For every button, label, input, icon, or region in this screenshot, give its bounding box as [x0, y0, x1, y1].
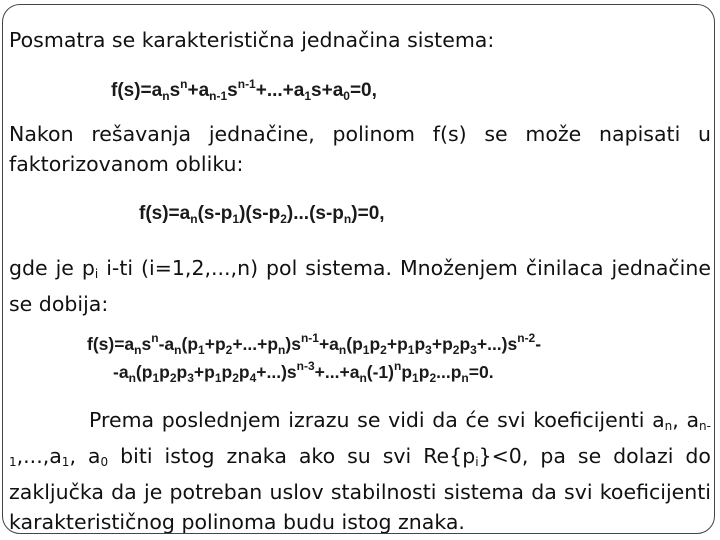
- eq-subscript: 1: [407, 343, 415, 357]
- eq-subscript: 3: [187, 371, 194, 385]
- eq-subscript: 2: [452, 343, 460, 357]
- eq-subscript: 1: [304, 89, 312, 103]
- eq-text: p: [459, 334, 471, 354]
- eq-text: p: [221, 362, 233, 382]
- conclusion-paragraph: [9, 405, 711, 534]
- eq-subscript: 1: [214, 371, 222, 385]
- factored-equation: [139, 203, 385, 226]
- eq-subscript: n: [162, 89, 170, 103]
- eq-text: +a: [187, 80, 210, 101]
- eq-subscript: n: [359, 371, 367, 385]
- eq-subscript: 3: [425, 343, 432, 357]
- eq-text: =0.: [468, 362, 494, 382]
- eq-subscript: 2: [232, 371, 239, 385]
- eq-text: p: [401, 362, 413, 382]
- eq-text: -: [535, 334, 542, 354]
- eq-text: )...(s-p: [286, 203, 344, 224]
- eq-subscript: 2: [380, 343, 387, 357]
- text-run: }<0, pa se dolazi do zaključka da je potreban uslov stabilnosti sistema da svi koeficijenti karakterističnog polinoma budu istog znaka.: [9, 444, 711, 534]
- eq-text: +...+p: [232, 334, 279, 354]
- factorization-paragraph: Nakon rešavanja jednačine, polinom f(s) se može napisati u faktorizovanom obliku:: [9, 122, 711, 176]
- eq-text: s: [141, 334, 152, 354]
- eq-superscript: n-2: [517, 331, 536, 345]
- intro-paragraph: Posmatra se karakteristična jednačina sistema:: [9, 28, 495, 52]
- eq-text: f(s)=a: [87, 334, 135, 354]
- slide-page: [2, 4, 715, 534]
- characteristic-equation: [111, 77, 377, 103]
- eq-text: p: [159, 362, 170, 382]
- eq-subscript: n: [174, 343, 182, 357]
- eq-text: -a: [158, 334, 175, 354]
- eq-subscript: 1: [198, 343, 205, 357]
- eq-subscript: 1: [232, 212, 240, 226]
- eq-superscript: n-1: [300, 331, 319, 345]
- eq-superscript: n-3: [296, 359, 315, 373]
- eq-text: (s-p: [197, 203, 233, 224]
- text-subscript: 0: [100, 455, 109, 469]
- poles-paragraph: [9, 253, 711, 319]
- eq-subscript: n: [278, 343, 286, 357]
- eq-text: f(s)=a: [139, 203, 191, 224]
- text-run: i-ti (i=1,2,...,n) pol sistema. Množenjem činilaca jednačine se dobija:: [9, 256, 711, 316]
- text-run: Prema poslednjem izrazu se vidi da će svi koeficijenti a: [89, 408, 665, 432]
- eq-subscript: n-1: [209, 89, 228, 103]
- eq-text: -a: [113, 362, 129, 382]
- eq-text: (p: [181, 334, 199, 354]
- eq-subscript: 2: [169, 371, 177, 385]
- text-run: , a: [69, 444, 101, 468]
- eq-subscript: 0: [343, 89, 350, 103]
- eq-subscript: 1: [152, 371, 160, 385]
- eq-text: +a: [318, 334, 339, 354]
- eq-text: s+a: [311, 80, 344, 101]
- eq-subscript: n: [190, 212, 198, 226]
- eq-text: (p: [346, 334, 363, 354]
- eq-text: +...)s: [256, 362, 297, 382]
- eq-text: =0,: [349, 80, 377, 101]
- eq-text: p: [238, 362, 250, 382]
- text-run: ,: [672, 408, 679, 432]
- eq-text: f(s)=a: [111, 80, 163, 101]
- text-subscript: n-1: [9, 419, 711, 469]
- eq-text: +p: [193, 362, 215, 382]
- eq-subscript: 2: [429, 371, 437, 385]
- eq-text: +p: [204, 334, 226, 354]
- eq-subscript: 1: [362, 343, 370, 357]
- text-subscript: n: [664, 419, 673, 433]
- eq-text: +...+a: [314, 362, 360, 382]
- eq-text: (-1): [366, 362, 394, 382]
- eq-text: +p: [431, 334, 453, 354]
- eq-superscript: n: [180, 77, 188, 91]
- expanded-equation-line-1: [87, 331, 541, 357]
- eq-superscript: n: [394, 359, 402, 373]
- eq-subscript: n: [343, 212, 352, 226]
- eq-text: +...)s: [476, 334, 518, 354]
- eq-superscript: n: [151, 331, 159, 345]
- eq-text: s: [169, 80, 181, 101]
- eq-text: +...+a: [255, 80, 305, 101]
- eq-text: p: [418, 362, 430, 382]
- eq-text: p: [414, 334, 426, 354]
- eq-subscript: n: [338, 343, 347, 357]
- eq-text: p: [176, 362, 188, 382]
- text-subscript: i: [94, 267, 99, 281]
- text-run: gde je p: [9, 256, 95, 280]
- eq-subscript: 2: [280, 212, 287, 226]
- eq-text: )s: [285, 334, 301, 354]
- expanded-equation-line-2: [113, 359, 494, 385]
- eq-text: ...p: [436, 362, 462, 382]
- eq-text: +p: [386, 334, 408, 354]
- eq-subscript: 1: [412, 371, 419, 385]
- eq-text: (p: [135, 362, 153, 382]
- eq-superscript: n-1: [237, 77, 256, 91]
- eq-subscript: n: [128, 371, 136, 385]
- eq-text: s: [227, 80, 238, 101]
- text-subscript: 1: [61, 455, 70, 469]
- eq-subscript: n: [461, 371, 469, 385]
- text-run: biti istog znaka ako su svi Re{p: [108, 444, 476, 468]
- eq-subscript: 3: [470, 343, 477, 357]
- eq-subscript: 4: [249, 371, 257, 385]
- text-run: a: [686, 408, 700, 432]
- eq-subscript: n: [134, 343, 142, 357]
- text-run: ,...,a: [16, 444, 62, 468]
- text-subscript: i: [475, 455, 479, 469]
- eq-text: p: [369, 334, 381, 354]
- eq-subscript: 2: [225, 343, 233, 357]
- eq-text: )(s-p: [239, 203, 281, 224]
- eq-text: )=0,: [351, 203, 385, 224]
